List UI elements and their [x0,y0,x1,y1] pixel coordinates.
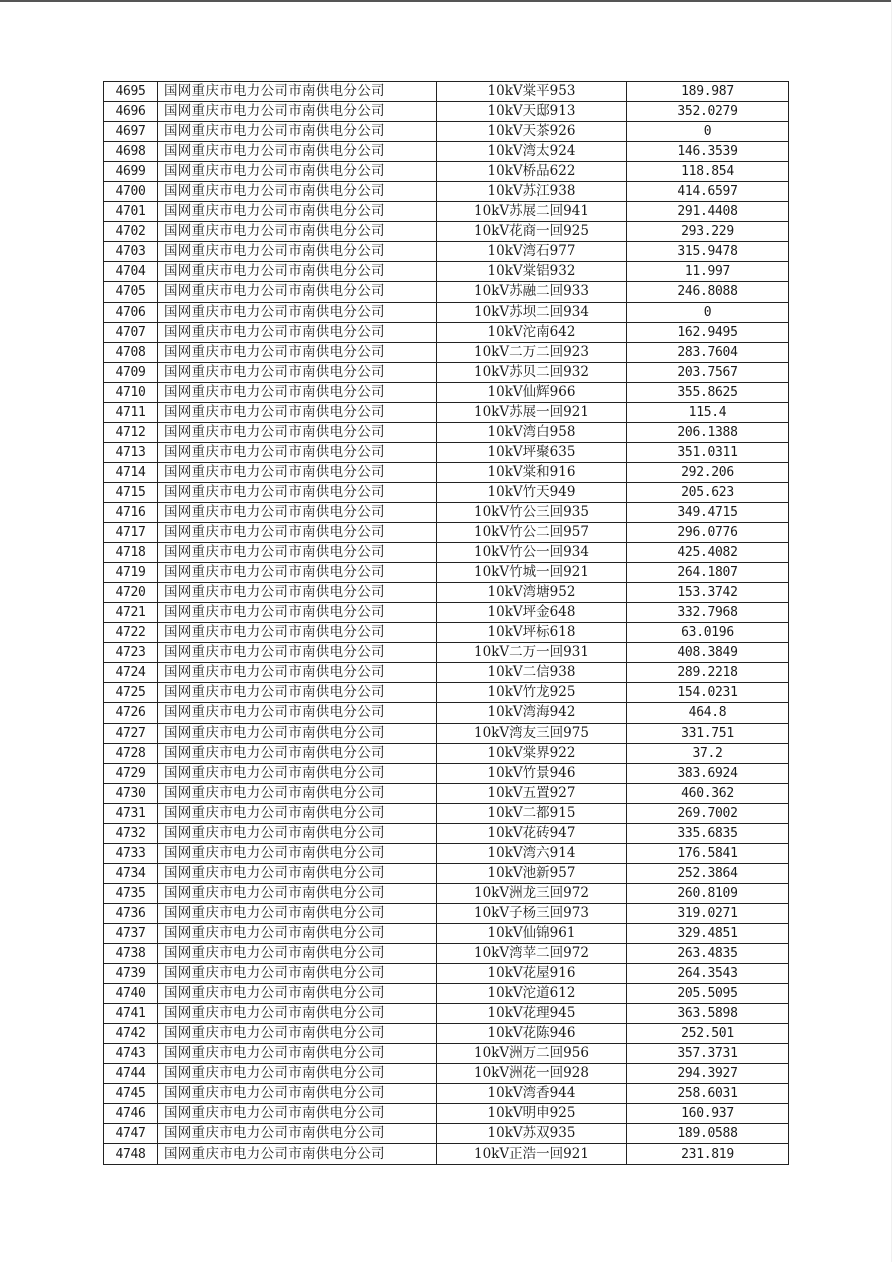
row-id-cell: 4733 [104,843,158,863]
row-id-cell: 4741 [104,1004,158,1024]
value-cell: 160.937 [627,1104,789,1124]
org-name-cell: 国网重庆市电力公司市南供电分公司 [158,482,437,502]
line-name-cell: 10kV池新957 [437,863,627,883]
line-name-cell: 10kV竹城一回921 [437,563,627,583]
org-name-cell: 国网重庆市电力公司市南供电分公司 [158,663,437,683]
table-row [104,482,789,502]
org-name-cell: 国网重庆市电力公司市南供电分公司 [158,723,437,743]
org-name-cell: 国网重庆市电力公司市南供电分公司 [158,683,437,703]
table-row [104,703,789,723]
value-cell: 355.8625 [627,382,789,402]
value-cell: 383.6924 [627,763,789,783]
value-cell: 335.6835 [627,823,789,843]
table-row [104,142,789,162]
value-cell: 331.751 [627,723,789,743]
table-row [104,242,789,262]
line-name-cell: 10kV湾苹二回972 [437,944,627,964]
table-row [104,563,789,583]
line-name-cell: 10kV苏坝二回934 [437,302,627,322]
org-name-cell: 国网重庆市电力公司市南供电分公司 [158,743,437,763]
org-name-cell: 国网重庆市电力公司市南供电分公司 [158,142,437,162]
line-name-cell: 10kV苏江938 [437,182,627,202]
row-id-cell: 4715 [104,482,158,502]
value-cell: 269.7002 [627,803,789,823]
value-cell: 294.3927 [627,1064,789,1084]
table-row [104,462,789,482]
value-cell: 264.3543 [627,964,789,984]
row-id-cell: 4744 [104,1064,158,1084]
line-name-cell: 10kV天邸913 [437,102,627,122]
line-name-cell: 10kV湾海942 [437,703,627,723]
org-name-cell: 国网重庆市电力公司市南供电分公司 [158,262,437,282]
row-id-cell: 4727 [104,723,158,743]
org-name-cell: 国网重庆市电力公司市南供电分公司 [158,944,437,964]
table-row [104,523,789,543]
table-row [104,723,789,743]
table-row [104,202,789,222]
value-cell: 162.9495 [627,322,789,342]
org-name-cell: 国网重庆市电力公司市南供电分公司 [158,583,437,603]
line-name-cell: 10kV二信938 [437,663,627,683]
table-row [104,583,789,603]
org-name-cell: 国网重庆市电力公司市南供电分公司 [158,402,437,422]
line-name-cell: 10kV正浩一回921 [437,1144,627,1164]
table-row [104,883,789,903]
row-id-cell: 4721 [104,603,158,623]
line-name-cell: 10kV棠平953 [437,82,627,102]
org-name-cell: 国网重庆市电力公司市南供电分公司 [158,282,437,302]
table-row [104,783,789,803]
row-id-cell: 4735 [104,883,158,903]
line-name-cell: 10kV花理945 [437,1004,627,1024]
row-id-cell: 4722 [104,623,158,643]
table-row [104,603,789,623]
table-row [104,903,789,923]
line-name-cell: 10kV花陈946 [437,1024,627,1044]
line-name-cell: 10kV湾友三回975 [437,723,627,743]
row-id-cell: 4718 [104,543,158,563]
row-id-cell: 4703 [104,242,158,262]
org-name-cell: 国网重庆市电力公司市南供电分公司 [158,502,437,522]
value-cell: 153.3742 [627,583,789,603]
org-name-cell: 国网重庆市电力公司市南供电分公司 [158,82,437,102]
table-row [104,322,789,342]
value-cell: 352.0279 [627,102,789,122]
row-id-cell: 4714 [104,462,158,482]
table-row [104,122,789,142]
row-id-cell: 4720 [104,583,158,603]
row-id-cell: 4732 [104,823,158,843]
row-id-cell: 4740 [104,984,158,1004]
table-row [104,282,789,302]
org-name-cell: 国网重庆市电力公司市南供电分公司 [158,182,437,202]
row-id-cell: 4746 [104,1104,158,1124]
table-row [104,1004,789,1024]
org-name-cell: 国网重庆市电力公司市南供电分公司 [158,803,437,823]
row-id-cell: 4699 [104,162,158,182]
line-name-cell: 10kV棠和916 [437,462,627,482]
row-id-cell: 4745 [104,1084,158,1104]
org-name-cell: 国网重庆市电力公司市南供电分公司 [158,563,437,583]
data-table [103,81,789,1165]
value-cell: 205.5095 [627,984,789,1004]
row-id-cell: 4725 [104,683,158,703]
row-id-cell: 4737 [104,923,158,943]
line-name-cell: 10kV竹公二回957 [437,523,627,543]
value-cell: 408.3849 [627,643,789,663]
org-name-cell: 国网重庆市电力公司市南供电分公司 [158,1024,437,1044]
row-id-cell: 4739 [104,964,158,984]
value-cell: 349.4715 [627,502,789,522]
table-row [104,422,789,442]
row-id-cell: 4728 [104,743,158,763]
row-id-cell: 4695 [104,82,158,102]
row-id-cell: 4712 [104,422,158,442]
row-id-cell: 4700 [104,182,158,202]
table-row [104,823,789,843]
value-cell: 115.4 [627,402,789,422]
table-row [104,683,789,703]
line-name-cell: 10kV湾六914 [437,843,627,863]
value-cell: 332.7968 [627,603,789,623]
value-cell: 154.0231 [627,683,789,703]
row-id-cell: 4730 [104,783,158,803]
table-row [104,1044,789,1064]
org-name-cell: 国网重庆市电力公司市南供电分公司 [158,863,437,883]
line-name-cell: 10kV花砖947 [437,823,627,843]
value-cell: 11.997 [627,262,789,282]
table-row [104,1124,789,1144]
row-id-cell: 4711 [104,402,158,422]
line-name-cell: 10kV竹天949 [437,482,627,502]
line-name-cell: 10kV竹公三回935 [437,502,627,522]
value-cell: 0 [627,122,789,142]
line-name-cell: 10kV花商一回925 [437,222,627,242]
row-id-cell: 4696 [104,102,158,122]
org-name-cell: 国网重庆市电力公司市南供电分公司 [158,202,437,222]
table-row [104,543,789,563]
table-row [104,502,789,522]
org-name-cell: 国网重庆市电力公司市南供电分公司 [158,1144,437,1164]
value-cell: 363.5898 [627,1004,789,1024]
org-name-cell: 国网重庆市电力公司市南供电分公司 [158,923,437,943]
value-cell: 203.7567 [627,362,789,382]
table-row [104,623,789,643]
value-cell: 146.3539 [627,142,789,162]
table-row [104,82,789,102]
row-id-cell: 4717 [104,523,158,543]
org-name-cell: 国网重庆市电力公司市南供电分公司 [158,362,437,382]
line-name-cell: 10kV坪金648 [437,603,627,623]
org-name-cell: 国网重庆市电力公司市南供电分公司 [158,462,437,482]
org-name-cell: 国网重庆市电力公司市南供电分公司 [158,442,437,462]
line-name-cell: 10kV沱南642 [437,322,627,342]
table-row [104,763,789,783]
table-row [104,843,789,863]
table-row [104,803,789,823]
line-name-cell: 10kV天茶926 [437,122,627,142]
line-name-cell: 10kV湾石977 [437,242,627,262]
value-cell: 289.2218 [627,663,789,683]
row-id-cell: 4705 [104,282,158,302]
table-row [104,442,789,462]
value-cell: 296.0776 [627,523,789,543]
row-id-cell: 4709 [104,362,158,382]
line-name-cell: 10kV棠界922 [437,743,627,763]
value-cell: 414.6597 [627,182,789,202]
org-name-cell: 国网重庆市电力公司市南供电分公司 [158,523,437,543]
org-name-cell: 国网重庆市电力公司市南供电分公司 [158,1124,437,1144]
row-id-cell: 4716 [104,502,158,522]
row-id-cell: 4701 [104,202,158,222]
line-name-cell: 10kV二万二回923 [437,342,627,362]
value-cell: 252.3864 [627,863,789,883]
org-name-cell: 国网重庆市电力公司市南供电分公司 [158,162,437,182]
row-id-cell: 4743 [104,1044,158,1064]
value-cell: 176.5841 [627,843,789,863]
value-cell: 231.819 [627,1144,789,1164]
value-cell: 252.501 [627,1024,789,1044]
org-name-cell: 国网重庆市电力公司市南供电分公司 [158,543,437,563]
value-cell: 293.229 [627,222,789,242]
row-id-cell: 4707 [104,322,158,342]
line-name-cell: 10kV洲万二回956 [437,1044,627,1064]
value-cell: 0 [627,302,789,322]
value-cell: 291.4408 [627,202,789,222]
org-name-cell: 国网重庆市电力公司市南供电分公司 [158,322,437,342]
org-name-cell: 国网重庆市电力公司市南供电分公司 [158,703,437,723]
table-row [104,643,789,663]
value-cell: 260.8109 [627,883,789,903]
value-cell: 189.0588 [627,1124,789,1144]
row-id-cell: 4747 [104,1124,158,1144]
line-name-cell: 10kV竹景946 [437,763,627,783]
line-name-cell: 10kV苏双935 [437,1124,627,1144]
row-id-cell: 4702 [104,222,158,242]
org-name-cell: 国网重庆市电力公司市南供电分公司 [158,222,437,242]
row-id-cell: 4742 [104,1024,158,1044]
org-name-cell: 国网重庆市电力公司市南供电分公司 [158,242,437,262]
row-id-cell: 4710 [104,382,158,402]
table-row [104,222,789,242]
table-row [104,162,789,182]
org-name-cell: 国网重庆市电力公司市南供电分公司 [158,984,437,1004]
value-cell: 292.206 [627,462,789,482]
value-cell: 460.362 [627,783,789,803]
value-cell: 63.0196 [627,623,789,643]
value-cell: 206.1388 [627,422,789,442]
row-id-cell: 4697 [104,122,158,142]
org-name-cell: 国网重庆市电力公司市南供电分公司 [158,603,437,623]
table-row [104,863,789,883]
row-id-cell: 4731 [104,803,158,823]
table-row [104,182,789,202]
value-cell: 351.0311 [627,442,789,462]
value-cell: 205.623 [627,482,789,502]
row-id-cell: 4738 [104,944,158,964]
value-cell: 329.4851 [627,923,789,943]
table-row [104,1144,789,1164]
page-top-rule [0,0,892,2]
value-cell: 357.3731 [627,1044,789,1064]
value-cell: 264.1807 [627,563,789,583]
row-id-cell: 4729 [104,763,158,783]
table-row [104,964,789,984]
org-name-cell: 国网重庆市电力公司市南供电分公司 [158,122,437,142]
line-name-cell: 10kV二都915 [437,803,627,823]
line-name-cell: 10kV苏贝二回932 [437,362,627,382]
value-cell: 464.8 [627,703,789,723]
org-name-cell: 国网重庆市电力公司市南供电分公司 [158,1104,437,1124]
org-name-cell: 国网重庆市电力公司市南供电分公司 [158,382,437,402]
org-name-cell: 国网重庆市电力公司市南供电分公司 [158,1044,437,1064]
table-row [104,663,789,683]
line-name-cell: 10kV湾白958 [437,422,627,442]
table-row [104,923,789,943]
value-cell: 425.4082 [627,543,789,563]
org-name-cell: 国网重庆市电力公司市南供电分公司 [158,843,437,863]
table-row [104,362,789,382]
line-name-cell: 10kV湾太924 [437,142,627,162]
value-cell: 319.0271 [627,903,789,923]
line-name-cell: 10kV花屋916 [437,964,627,984]
table-body [104,82,789,1165]
row-id-cell: 4698 [104,142,158,162]
row-id-cell: 4736 [104,903,158,923]
value-cell: 37.2 [627,743,789,763]
row-id-cell: 4748 [104,1144,158,1164]
line-name-cell: 10kV仙锦961 [437,923,627,943]
org-name-cell: 国网重庆市电力公司市南供电分公司 [158,823,437,843]
org-name-cell: 国网重庆市电力公司市南供电分公司 [158,623,437,643]
line-name-cell: 10kV二万一回931 [437,643,627,663]
org-name-cell: 国网重庆市电力公司市南供电分公司 [158,643,437,663]
org-name-cell: 国网重庆市电力公司市南供电分公司 [158,102,437,122]
line-name-cell: 10kV苏展二回941 [437,202,627,222]
value-cell: 315.9478 [627,242,789,262]
line-name-cell: 10kV竹龙925 [437,683,627,703]
value-cell: 118.854 [627,162,789,182]
line-name-cell: 10kV湾塘952 [437,583,627,603]
org-name-cell: 国网重庆市电力公司市南供电分公司 [158,964,437,984]
org-name-cell: 国网重庆市电力公司市南供电分公司 [158,342,437,362]
value-cell: 258.6031 [627,1084,789,1104]
org-name-cell: 国网重庆市电力公司市南供电分公司 [158,1064,437,1084]
value-cell: 246.8088 [627,282,789,302]
line-name-cell: 10kV沱道612 [437,984,627,1004]
row-id-cell: 4734 [104,863,158,883]
org-name-cell: 国网重庆市电力公司市南供电分公司 [158,883,437,903]
table-row [104,1084,789,1104]
org-name-cell: 国网重庆市电力公司市南供电分公司 [158,783,437,803]
line-name-cell: 10kV苏展一回921 [437,402,627,422]
table-row [104,743,789,763]
line-name-cell: 10kV湾香944 [437,1084,627,1104]
line-name-cell: 10kV坪标618 [437,623,627,643]
row-id-cell: 4704 [104,262,158,282]
table-row [104,944,789,964]
line-name-cell: 10kV桥品622 [437,162,627,182]
value-cell: 283.7604 [627,342,789,362]
table-row [104,1024,789,1044]
org-name-cell: 国网重庆市电力公司市南供电分公司 [158,1004,437,1024]
row-id-cell: 4708 [104,342,158,362]
line-name-cell: 10kV五置927 [437,783,627,803]
table-row [104,382,789,402]
table-row [104,342,789,362]
row-id-cell: 4723 [104,643,158,663]
org-name-cell: 国网重庆市电力公司市南供电分公司 [158,422,437,442]
table-row [104,402,789,422]
row-id-cell: 4726 [104,703,158,723]
line-name-cell: 10kV竹公一回934 [437,543,627,563]
table-row [104,102,789,122]
table-row [104,262,789,282]
line-name-cell: 10kV子杨三回973 [437,903,627,923]
org-name-cell: 国网重庆市电力公司市南供电分公司 [158,903,437,923]
org-name-cell: 国网重庆市电力公司市南供电分公司 [158,1084,437,1104]
line-name-cell: 10kV仙辉966 [437,382,627,402]
line-name-cell: 10kV明申925 [437,1104,627,1124]
line-name-cell: 10kV洲龙三回972 [437,883,627,903]
row-id-cell: 4724 [104,663,158,683]
value-cell: 189.987 [627,82,789,102]
line-name-cell: 10kV坪聚635 [437,442,627,462]
table-row [104,1064,789,1084]
org-name-cell: 国网重庆市电力公司市南供电分公司 [158,302,437,322]
line-name-cell: 10kV洲花一回928 [437,1064,627,1084]
table-row [104,984,789,1004]
row-id-cell: 4706 [104,302,158,322]
org-name-cell: 国网重庆市电力公司市南供电分公司 [158,763,437,783]
row-id-cell: 4719 [104,563,158,583]
line-name-cell: 10kV棠铝932 [437,262,627,282]
value-cell: 263.4835 [627,944,789,964]
table-row [104,302,789,322]
table-row [104,1104,789,1124]
row-id-cell: 4713 [104,442,158,462]
line-name-cell: 10kV苏融二回933 [437,282,627,302]
